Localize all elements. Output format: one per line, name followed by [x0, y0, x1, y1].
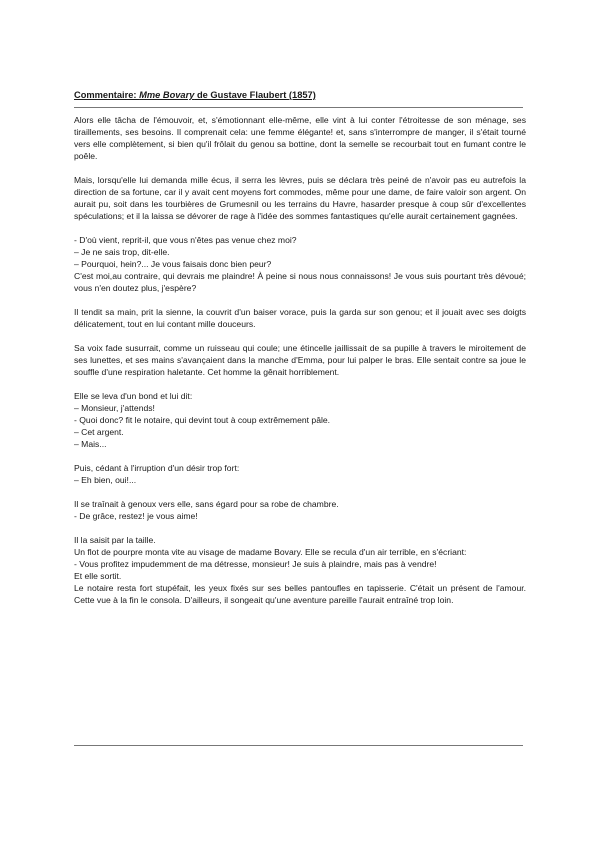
dialogue-block-3	[74, 462, 526, 486]
paragraph-2: Mais, lorsqu'elle lui demanda mille écus, il serra les lèvres, puis se déclara très peiné de n'avoir pas eu autrefois la direction de sa fortune, car il y avait cent moyens fort commodes, même pour une dame, de faire valoir son argent. On aurait pu, soit dans les tourbières de Grumesnil ou les terrains du Havre, hasarder presque à coup sûr d'excellentes spéculations; et il la laissa se dévorer de rage à l'idée des sommes fantastiques qu'elle aurait certainement gagnées.	[74, 175, 526, 221]
final-paragraph: Un flot de pourpre monta vite au visage de madame Bovary. Elle se recula d'un air terrible, en s'écriant:	[74, 547, 467, 557]
dialogue-line: – Pourquoi, hein?... Je vous faisais donc bien peur?	[74, 259, 272, 269]
title-prefix: Commentaire:	[74, 90, 140, 100]
dialogue-line: Elle se leva d'un bond et lui dit:	[74, 391, 193, 401]
paragraph-4: Sa voix fade susurrait, comme un ruisseau qui coule; une étincelle jaillissait de sa pupille à travers le miroitement de ses lunettes, et ses mains s'avançaient dans la manche d'Emma, pour lui palper le bras. Elle sentait contre sa joue le souffle d'une respiration haletante. Cet homme la gênait horriblement.	[74, 343, 526, 377]
paragraph-3: Il tendit sa main, prit la sienne, la couvrit d'un baiser vorace, puis la garda sur son genou; et il jouait avec ses doigts délicatement, tout en lui contant mille douceurs.	[74, 307, 526, 329]
final-paragraph: Le notaire resta fort stupéfait, les yeux fixés sur ses belles pantoufles en tapisserie. C'était un présent de l'amour. Cette vue à la fin le consola. D'ailleurs, il songeait qu'une aventure pareille l'aurait entraîné trop loin.	[74, 583, 526, 605]
title-work: Mme Bovary	[139, 90, 195, 100]
page-title	[74, 90, 316, 100]
text-body	[74, 114, 526, 606]
final-line: - Vous profitez impudemment de ma détresse, monsieur! Je suis à plaindre, mais pas à vendre!	[74, 559, 437, 569]
title-suffix: de Gustave Flaubert (1857)	[194, 90, 316, 100]
dialogue-line: – Cet argent.	[74, 427, 124, 437]
dialogue-line: Puis, cédant à l'irruption d'un désir trop fort:	[74, 463, 240, 473]
dialogue-line: – Monsieur, j'attends!	[74, 403, 155, 413]
final-line: Il la saisit par la taille.	[74, 535, 156, 545]
bottom-divider	[74, 745, 523, 746]
final-line: Et elle sortit.	[74, 571, 122, 581]
dialogue-block-1	[74, 234, 526, 294]
dialogue-block-4	[74, 498, 526, 522]
dialogue-line: - Quoi donc? fit le notaire, qui devint tout à coup extrêmement pâle.	[74, 415, 331, 425]
dialogue-line: Il se traînait à genoux vers elle, sans égard pour sa robe de chambre.	[74, 499, 339, 509]
top-divider	[74, 107, 523, 108]
dialogue-line: – Eh bien, oui!...	[74, 475, 137, 485]
dialogue-line: - D'où vient, reprit-il, que vous n'êtes pas venue chez moi?	[74, 235, 297, 245]
dialogue-line: - De grâce, restez! je vous aime!	[74, 511, 198, 521]
paragraph-1: Alors elle tâcha de l'émouvoir, et, s'émotionnant elle-même, elle vint à lui conter l'étroitesse de son ménage, ses tiraillements, ses besoins. Il comprenait cela: une femme élégante! et, sans s'interrompre de manger, il s'était tourné vers elle complètement, si bien qu'il frôlait du genou sa bottine, dont la semelle se recourbait tout en fumant contre le poêle.	[74, 115, 526, 161]
dialogue-line: – Je ne sais trop, dit-elle.	[74, 247, 170, 257]
dialogue-line: – Mais...	[74, 439, 107, 449]
dialogue-line: C'est moi,au contraire, qui devrais me plaindre! À peine si nous nous connaissons! Je vous suis pourtant très dévoué; vous n'en doutez plus, j'espère?	[74, 271, 526, 293]
final-block	[74, 534, 526, 606]
dialogue-block-2	[74, 390, 526, 450]
